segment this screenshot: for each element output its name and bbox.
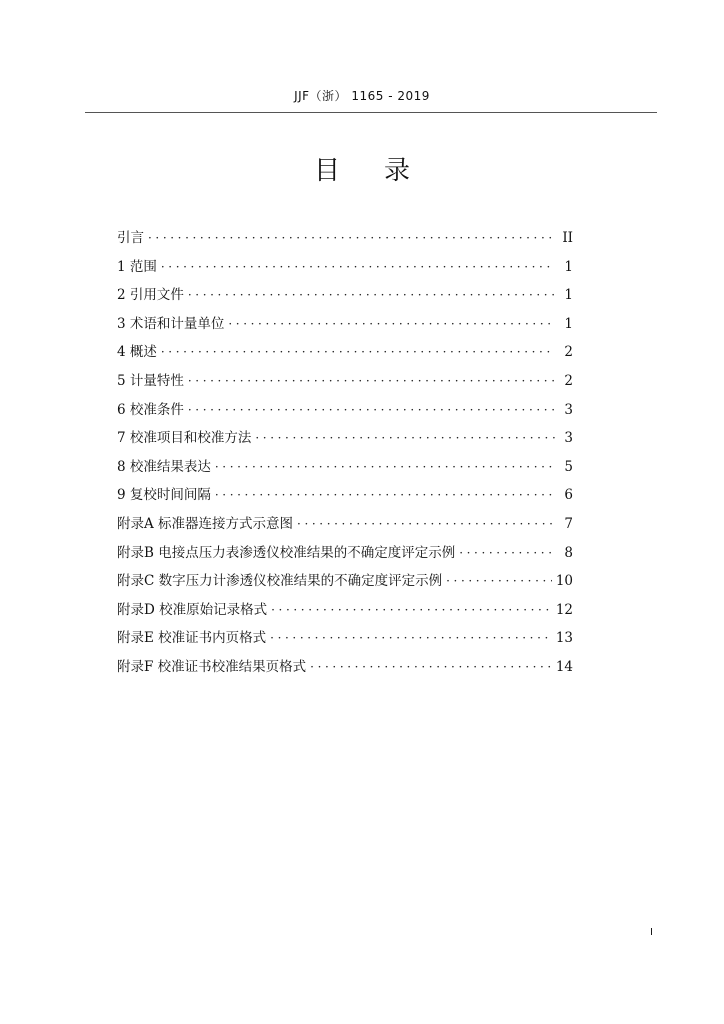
toc-entry[interactable] [117,655,573,684]
toc-leader-dots [161,260,555,274]
toc-entry-label: 9 复校时间间隔 [117,487,211,504]
toc-entry-label: 7 校准项目和校准方法 [117,430,252,447]
toc-entry[interactable] [117,255,573,284]
toc-entry-page: 2 [564,344,573,361]
toc-entry[interactable] [117,283,573,312]
toc-entry-label: 附录D 校准原始记录格式 [117,601,268,618]
toc-leader-dots [310,660,552,674]
toc-leader-dots [270,631,552,645]
toc-leader-dots [215,488,555,502]
toc-entry[interactable] [117,483,573,512]
toc-entry-page: 2 [564,372,573,389]
toc-entry-label: 8 校准结果表达 [117,458,211,475]
toc-leader-dots [459,546,555,560]
toc-entry-page: 3 [564,430,573,447]
toc-entry-label: 2 引用文件 [117,287,184,304]
toc-entry-page: 1 [564,315,573,332]
toc-entry-page: 8 [564,544,573,561]
table-of-contents [117,226,573,684]
toc-entry[interactable] [117,312,573,341]
toc-entry-label: 4 概述 [117,344,157,361]
toc-leader-dots [188,403,555,417]
toc-entry[interactable] [117,426,573,455]
document-header-code: JJF（浙） 1165 - 2019 [294,89,430,103]
toc-entry-label: 6 校准条件 [117,401,184,418]
toc-leader-dots [215,460,555,474]
toc-entry-page: 3 [564,401,573,418]
toc-entry-page: 5 [564,458,573,475]
toc-entry-page: 6 [564,487,573,504]
toc-entry-page: 12 [555,601,573,618]
toc-entry-label: 附录A 标准器连接方式示意图 [117,515,294,532]
toc-entry-label: 1 范围 [117,258,157,275]
toc-entry-label: 引言 [117,230,144,246]
toc-entry-label: 附录F 校准证书校准结果页格式 [117,658,307,675]
toc-entry-page: 10 [555,573,573,590]
toc-entry[interactable] [117,369,573,398]
toc-entry-label: 3 术语和计量单位 [117,315,225,332]
toc-entry-page: 14 [555,658,573,675]
page-title: 目录 [313,156,454,186]
toc-entry-label: 附录C 数字压力计渗透仪校准结果的不确定度评定示例 [117,573,443,590]
toc-leader-dots [271,603,552,617]
toc-entry[interactable] [117,398,573,427]
toc-entry-page: 1 [564,287,573,304]
toc-leader-dots [188,374,555,388]
header-rule [85,112,657,113]
toc-entry-label: 附录B 电接点压力表渗透仪校准结果的不确定度评定示例 [117,544,456,561]
toc-entry[interactable] [117,541,573,570]
toc-entry-label: 附录E 校准证书内页格式 [117,630,267,647]
toc-leader-dots [446,574,552,588]
toc-entry[interactable] [117,340,573,369]
page-number: I [650,927,653,938]
toc-leader-dots [228,317,555,331]
toc-entry[interactable] [117,512,573,541]
toc-entry-page: 1 [564,258,573,275]
toc-entry[interactable] [117,569,573,598]
toc-leader-dots [161,345,555,359]
toc-entry[interactable] [117,626,573,655]
toc-entry-page: 13 [555,630,573,647]
toc-leader-dots [188,288,555,302]
toc-entry-page: II [562,230,573,246]
toc-leader-dots [148,231,555,245]
toc-entry[interactable] [117,226,573,255]
toc-entry[interactable] [117,598,573,627]
toc-leader-dots [255,431,555,445]
toc-entry-page: 7 [564,515,573,532]
toc-entry[interactable] [117,455,573,484]
toc-leader-dots [297,517,555,531]
toc-entry-label: 5 计量特性 [117,372,184,389]
